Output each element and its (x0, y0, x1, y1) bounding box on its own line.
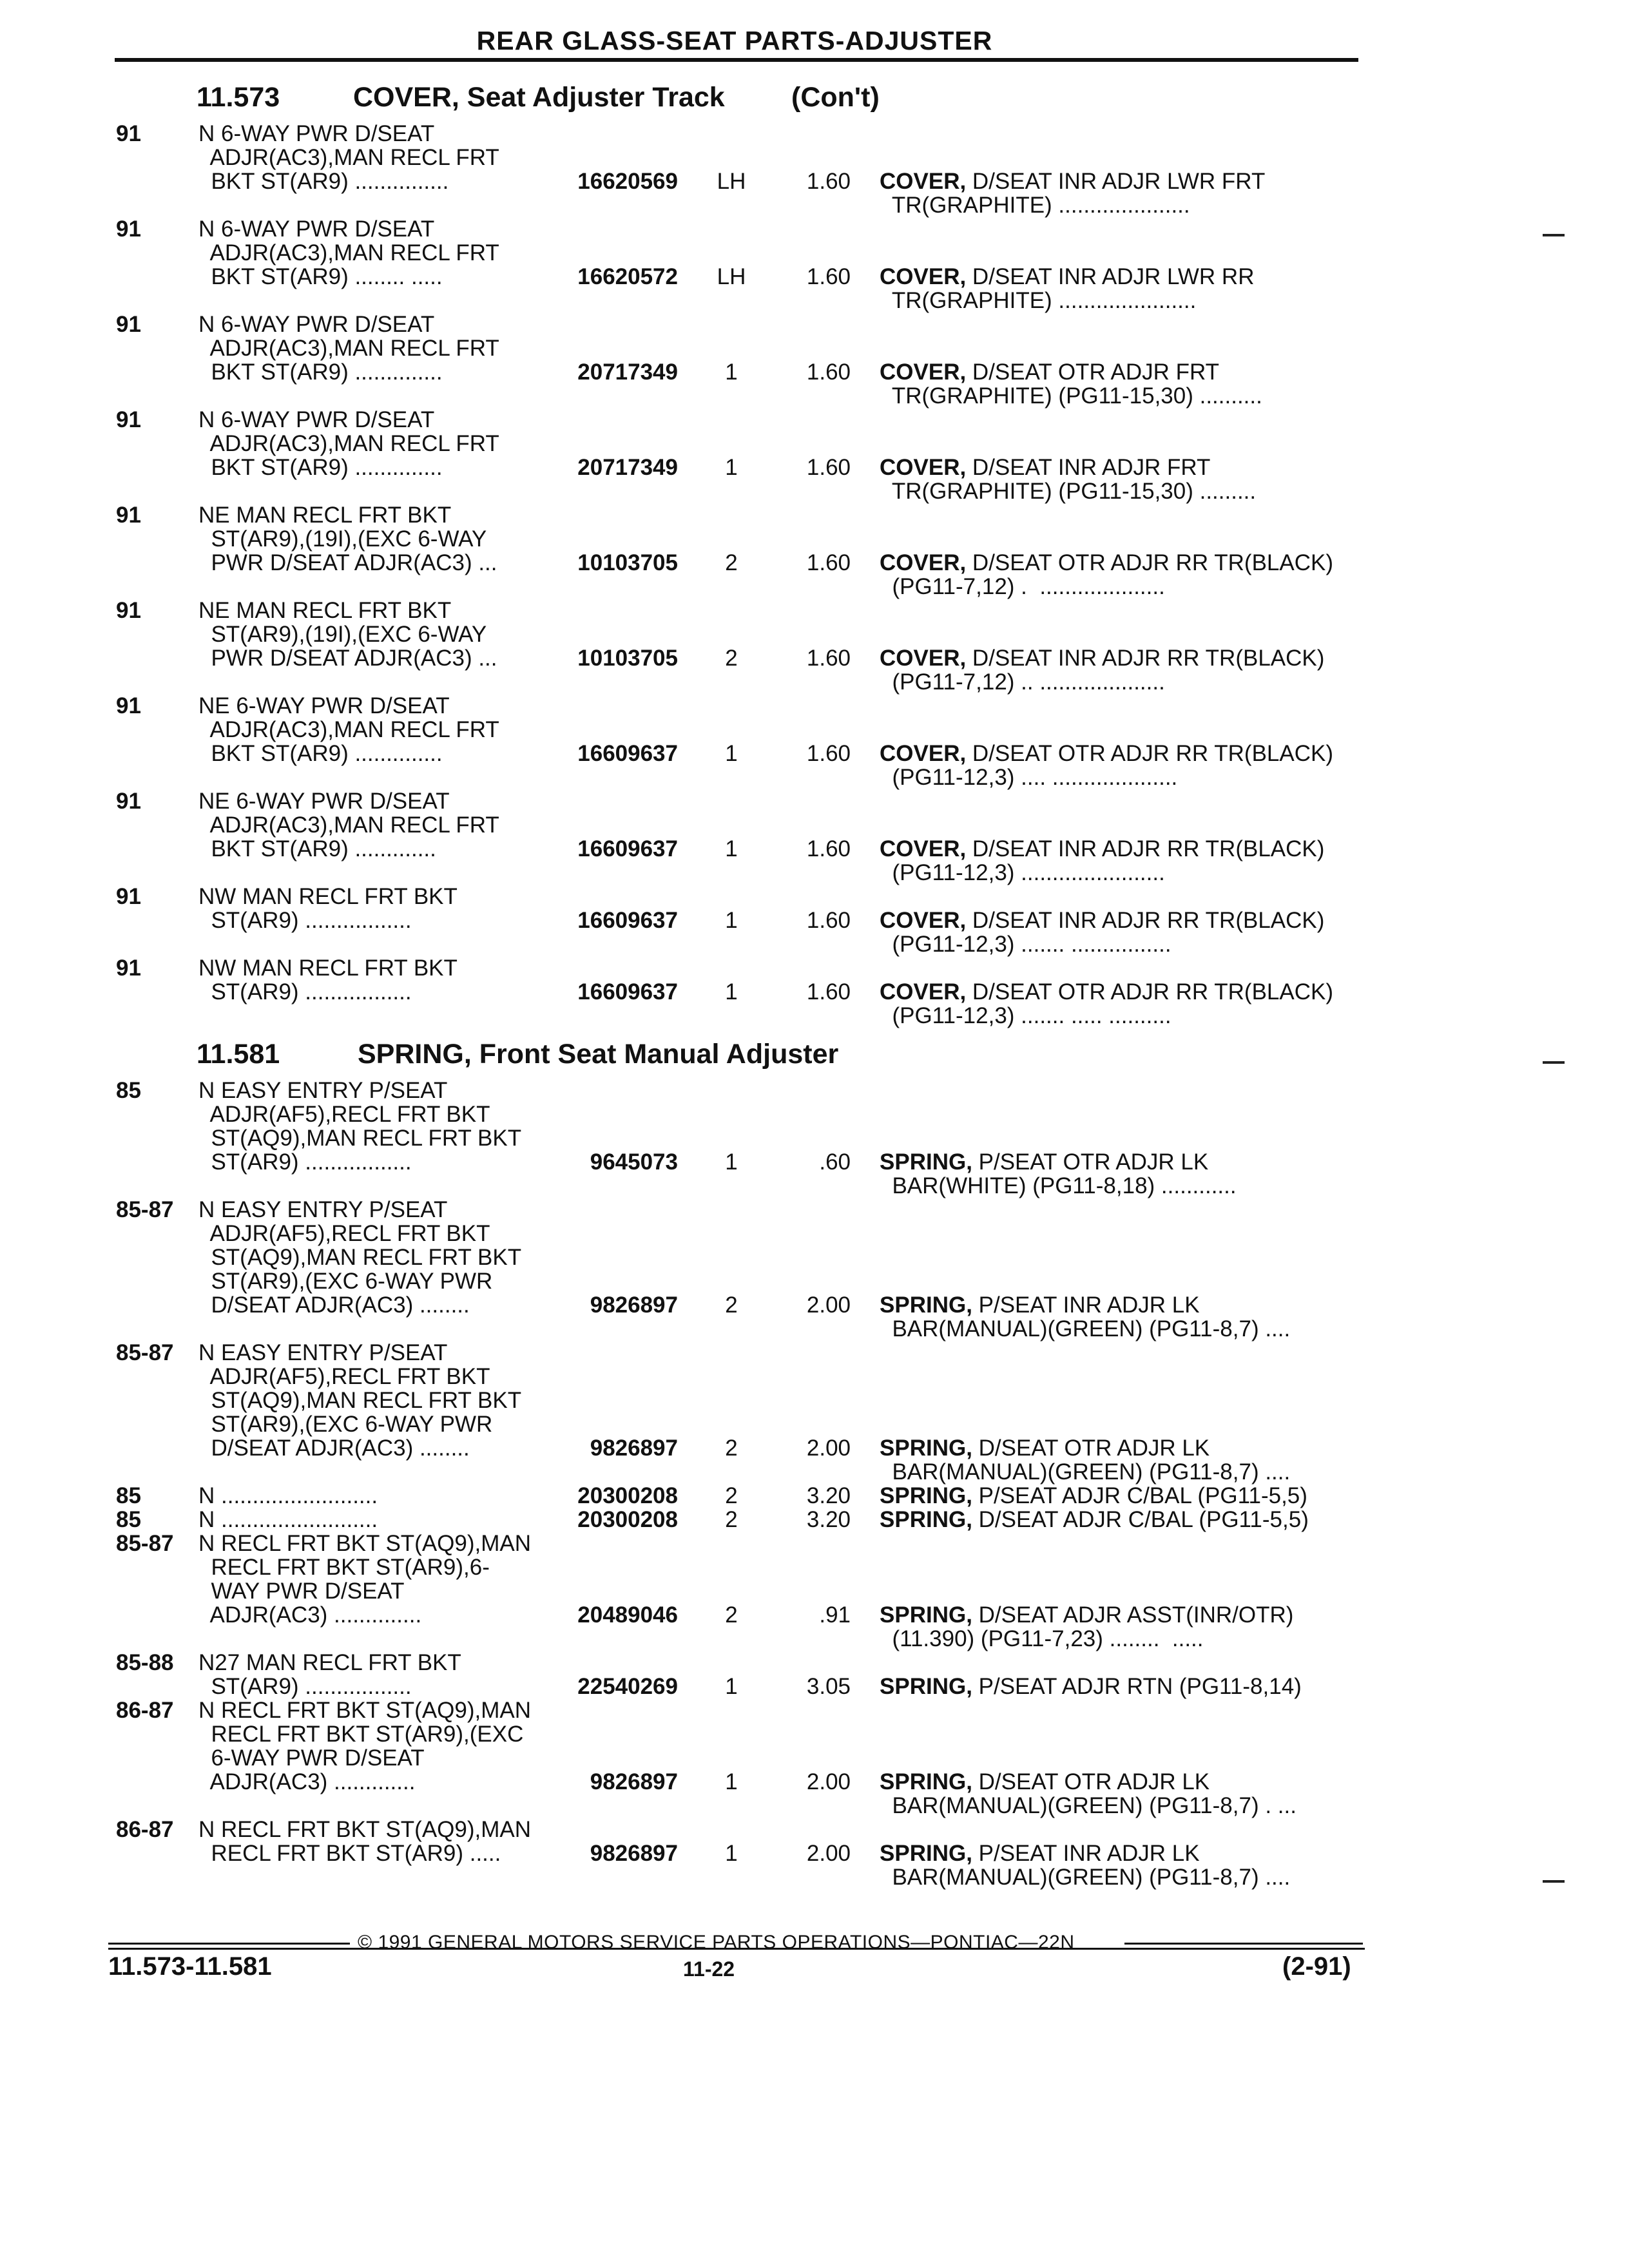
quantity: 2 (725, 1507, 738, 1532)
part-number: 20717349 (577, 455, 678, 480)
model-year: 91 (116, 693, 141, 718)
footer-copyright: © 1991 GENERAL MOTORS SERVICE PARTS OPERATIONS—PONTIAC—22N (358, 1932, 1075, 1953)
price: 1.60 (806, 741, 851, 766)
usage-description-line: BKT ST(AR9) ............... (198, 169, 449, 194)
model-year: 85 (116, 1078, 141, 1103)
part-name-text: D/SEAT INR ADJR LWR RR (966, 264, 1255, 289)
usage-description-line: ST(AR9),(EXC 6-WAY PWR (198, 1269, 493, 1294)
usage-description-line: BKT ST(AR9) .............. (198, 455, 443, 480)
price: 1.60 (806, 646, 851, 671)
usage-description-line: N RECL FRT BKT ST(AQ9),MAN (198, 1817, 532, 1842)
usage-description-line: ST(AR9),(19I),(EXC 6-WAY (198, 526, 487, 552)
usage-description-line: NE MAN RECL FRT BKT (198, 598, 452, 623)
usage-description-line: N EASY ENTRY P/SEAT (198, 1078, 448, 1103)
part-name-text: D/SEAT INR ADJR RR TR(BLACK) (966, 836, 1325, 861)
part-name-text: TR(GRAPHITE) ..................... (880, 193, 1190, 218)
quantity: LH (717, 169, 746, 194)
part-name-line (880, 1627, 1204, 1651)
usage-description-line: NE MAN RECL FRT BKT (198, 503, 452, 528)
footer-page-number: 11-22 (683, 1957, 735, 1981)
part-name-keyword: COVER, (880, 455, 967, 480)
part-name-line (880, 932, 1171, 956)
part-name-keyword: COVER, (880, 264, 967, 289)
part-number: 10103705 (577, 646, 678, 671)
part-number: 20489046 (577, 1602, 678, 1628)
part-name-text: D/SEAT INR ADJR LWR FRT (966, 169, 1266, 194)
section-11-573 (0, 79, 1629, 1028)
section-title: COVER, Seat Adjuster Track (353, 82, 725, 113)
part-name-text: (PG11-12,3) ....................... (880, 860, 1165, 885)
usage-description-line: ADJR(AC3) .............. (198, 1602, 422, 1628)
part-name-text: BAR(MANUAL)(GREEN) (PG11-8,7) .... (880, 1316, 1291, 1341)
usage-description-line: PWR D/SEAT ADJR(AC3) ... (198, 646, 497, 671)
part-name-line (880, 1770, 1210, 1794)
price: 2.00 (806, 1769, 851, 1794)
section-continued: (Con't) (791, 82, 880, 113)
part-name-keyword: COVER, (880, 741, 967, 766)
usage-description-line: N RECL FRT BKT ST(AQ9),MAN (198, 1531, 532, 1556)
part-name-line (880, 456, 1210, 479)
part-name-text: D/SEAT OTR ADJR RR TR(BLACK) (966, 550, 1334, 575)
quantity: 1 (725, 1769, 738, 1794)
section-number: 11.581 (197, 1039, 280, 1070)
part-name-keyword: COVER, (880, 979, 967, 1004)
part-name-line (880, 837, 1324, 861)
price: 1.60 (806, 455, 851, 480)
part-number: 9826897 (590, 1436, 678, 1461)
part-name-line (880, 551, 1333, 575)
usage-description-line: ADJR(AC3),MAN RECL FRT (198, 145, 499, 170)
quantity: 1 (725, 1841, 738, 1866)
model-year: 91 (116, 598, 141, 623)
price: 1.60 (806, 169, 851, 194)
part-name-line (880, 1508, 1309, 1532)
quantity: 2 (725, 1436, 738, 1461)
model-year: 85-87 (116, 1531, 174, 1556)
edge-mark (1543, 1880, 1565, 1883)
part-name-line (880, 1317, 1290, 1341)
price: 2.00 (806, 1436, 851, 1461)
part-name-line (880, 742, 1333, 765)
usage-description-line: ST(AR9),(19I),(EXC 6-WAY (198, 622, 487, 647)
usage-description-line: ADJR(AC3),MAN RECL FRT (198, 812, 499, 838)
part-name-keyword: SPRING, (880, 1841, 972, 1866)
parts-list-entry (0, 1484, 1629, 1508)
part-name-line (880, 1794, 1296, 1818)
part-number: 9645073 (590, 1149, 678, 1175)
price: 2.00 (806, 1841, 851, 1866)
part-name-text: D/SEAT OTR ADJR FRT (966, 360, 1220, 385)
usage-description-line: NW MAN RECL FRT BKT (198, 956, 458, 981)
price: 3.20 (806, 1483, 851, 1508)
part-name-text: P/SEAT OTR ADJR LK (972, 1149, 1209, 1175)
footer-range: 11.573-11.581 (108, 1952, 272, 1981)
part-name-text: D/SEAT OTR ADJR RR TR(BLACK) (966, 741, 1334, 766)
part-number: 16609637 (577, 979, 678, 1004)
model-year: 85 (116, 1483, 141, 1508)
part-number: 10103705 (577, 550, 678, 575)
section-heading (0, 79, 1629, 122)
model-year: 85-88 (116, 1650, 174, 1675)
parts-list-entry (0, 885, 1629, 956)
price: 1.60 (806, 979, 851, 1004)
part-name-keyword: COVER, (880, 360, 967, 385)
usage-description-line: N RECL FRT BKT ST(AQ9),MAN (198, 1698, 532, 1723)
part-name-keyword: SPRING, (880, 1149, 972, 1175)
footer-date: (2-91) (1282, 1952, 1351, 1981)
usage-description-line: N ......................... (198, 1483, 378, 1508)
parts-list-entry (0, 122, 1629, 217)
price: 3.20 (806, 1507, 851, 1532)
model-year: 85 (116, 1507, 141, 1532)
usage-description-line: RECL FRT BKT ST(AR9) ..... (198, 1841, 501, 1866)
parts-list-entry (0, 408, 1629, 503)
quantity: 2 (725, 1483, 738, 1508)
model-year: 91 (116, 312, 141, 337)
price: 3.05 (806, 1674, 851, 1699)
part-name-line (880, 646, 1324, 670)
usage-description-line: N 6-WAY PWR D/SEAT (198, 312, 435, 337)
part-name-text: D/SEAT OTR ADJR RR TR(BLACK) (966, 979, 1334, 1004)
usage-description-line: ST(AR9) ................. (198, 1674, 412, 1699)
usage-description-line: ADJR(AF5),RECL FRT BKT (198, 1364, 490, 1389)
part-number: 16620569 (577, 169, 678, 194)
part-name-text: (PG11-12,3) ....... ................ (880, 932, 1171, 957)
part-name-line (880, 1865, 1290, 1889)
usage-description-line: ST(AR9) ................. (198, 1149, 412, 1175)
usage-description-line: ADJR(AC3),MAN RECL FRT (198, 717, 499, 742)
quantity: 1 (725, 1674, 738, 1699)
usage-description-line: NE 6-WAY PWR D/SEAT (198, 789, 450, 814)
part-name-text: (PG11-12,3) ....... ..... .......... (880, 1003, 1171, 1028)
model-year: 91 (116, 407, 141, 432)
quantity: LH (717, 264, 746, 289)
usage-description-line: ST(AR9),(EXC 6-WAY PWR (198, 1412, 493, 1437)
part-name-line (880, 908, 1324, 932)
part-number: 16609637 (577, 741, 678, 766)
part-name-line (880, 193, 1190, 217)
model-year: 91 (116, 956, 141, 981)
part-name-line (880, 670, 1165, 694)
part-name-text: (PG11-7,12) . .................... (880, 574, 1165, 599)
quantity: 1 (725, 741, 738, 766)
price: .60 (819, 1149, 851, 1175)
part-name-text: D/SEAT INR ADJR FRT (966, 455, 1211, 480)
part-name-line (880, 765, 1177, 789)
part-name-keyword: SPRING, (880, 1769, 972, 1794)
part-name-keyword: SPRING, (880, 1436, 972, 1461)
price: 1.60 (806, 264, 851, 289)
footer-rule-left (108, 1943, 350, 1945)
model-year: 91 (116, 884, 141, 909)
part-name-keyword: SPRING, (880, 1507, 972, 1532)
part-name-text: D/SEAT ADJR C/BAL (PG11-5,5) (972, 1507, 1309, 1532)
part-name-keyword: SPRING, (880, 1674, 972, 1699)
part-name-text: BAR(MANUAL)(GREEN) (PG11-8,7) . ... (880, 1793, 1296, 1818)
usage-description-line: ST(AQ9),MAN RECL FRT BKT (198, 1126, 522, 1151)
part-name-keyword: COVER, (880, 836, 967, 861)
quantity: 1 (725, 455, 738, 480)
price: .91 (819, 1602, 851, 1628)
part-name-line (880, 1603, 1293, 1627)
usage-description-line: ADJR(AC3),MAN RECL FRT (198, 336, 499, 361)
part-number: 22540269 (577, 1674, 678, 1699)
part-name-line (880, 479, 1256, 503)
part-name-line (880, 1436, 1210, 1460)
part-name-line (880, 265, 1254, 289)
part-name-line (880, 1675, 1302, 1698)
part-name-text: D/SEAT INR ADJR RR TR(BLACK) (966, 908, 1325, 933)
usage-description-line: ST(AR9) ................. (198, 908, 412, 933)
part-name-text: (PG11-12,3) .... .................... (880, 765, 1178, 790)
parts-list-entry (0, 599, 1629, 694)
quantity: 2 (725, 646, 738, 671)
part-name-text: P/SEAT ADJR C/BAL (PG11-5,5) (972, 1483, 1307, 1508)
usage-description-line: ADJR(AF5),RECL FRT BKT (198, 1102, 490, 1127)
header-rule (115, 58, 1358, 62)
model-year: 91 (116, 216, 141, 242)
part-name-keyword: COVER, (880, 908, 967, 933)
usage-description-line: N 6-WAY PWR D/SEAT (198, 121, 435, 146)
part-name-line (880, 861, 1165, 885)
part-name-text: (11.390) (PG11-7,23) ........ ..... (880, 1626, 1204, 1651)
part-name-line (880, 1004, 1171, 1028)
model-year: 91 (116, 121, 141, 146)
usage-description-line: RECL FRT BKT ST(AR9),(EXC (198, 1722, 524, 1747)
part-name-line (880, 169, 1265, 193)
part-number: 16609637 (577, 836, 678, 861)
usage-description-line: NW MAN RECL FRT BKT (198, 884, 458, 909)
section-title: SPRING, Front Seat Manual Adjuster (358, 1039, 839, 1070)
usage-description-line: ST(AQ9),MAN RECL FRT BKT (198, 1245, 522, 1270)
part-number: 9826897 (590, 1769, 678, 1794)
footer-rule-right (1124, 1943, 1363, 1945)
page-title: REAR GLASS-SEAT PARTS-ADJUSTER (476, 26, 993, 55)
part-number: 9826897 (590, 1841, 678, 1866)
part-name-text: TR(GRAPHITE) (PG11-15,30) ......... (880, 479, 1257, 504)
part-name-text: P/SEAT INR ADJR LK (972, 1841, 1200, 1866)
usage-description-line: N 6-WAY PWR D/SEAT (198, 407, 435, 432)
usage-description-line: BKT ST(AR9) .............. (198, 360, 443, 385)
parts-list-entry (0, 503, 1629, 599)
part-name-text: BAR(MANUAL)(GREEN) (PG11-8,7) .... (880, 1459, 1291, 1485)
quantity: 2 (725, 1293, 738, 1318)
parts-list-entry (0, 312, 1629, 408)
price: 1.60 (806, 836, 851, 861)
part-number: 9826897 (590, 1293, 678, 1318)
usage-description-line: N 6-WAY PWR D/SEAT (198, 216, 435, 242)
part-number: 20300208 (577, 1483, 678, 1508)
quantity: 2 (725, 1602, 738, 1628)
model-year: 85-87 (116, 1340, 174, 1365)
quantity: 1 (725, 979, 738, 1004)
price: 1.60 (806, 360, 851, 385)
usage-description-line: WAY PWR D/SEAT (198, 1579, 405, 1604)
model-year: 86-87 (116, 1698, 174, 1723)
part-name-line (880, 980, 1333, 1004)
part-name-line (880, 289, 1196, 312)
usage-description-line: BKT ST(AR9) ........ ..... (198, 264, 443, 289)
price: 1.60 (806, 908, 851, 933)
part-name-keyword: SPRING, (880, 1483, 972, 1508)
part-name-text: D/SEAT INR ADJR RR TR(BLACK) (966, 646, 1325, 671)
part-name-text: (PG11-7,12) .. .................... (880, 669, 1165, 695)
parts-list-entry (0, 694, 1629, 789)
parts-list-entry (0, 217, 1629, 312)
part-name-keyword: COVER, (880, 550, 967, 575)
parts-list-entry (0, 1079, 1629, 1198)
part-name-text: D/SEAT OTR ADJR LK (972, 1769, 1210, 1794)
usage-description-line: ADJR(AC3),MAN RECL FRT (198, 240, 499, 265)
part-name-text: TR(GRAPHITE) (PG11-15,30) .......... (880, 383, 1262, 408)
part-name-line (880, 575, 1165, 599)
part-number: 20717349 (577, 360, 678, 385)
parts-list-entry (0, 789, 1629, 885)
part-name-line (880, 1293, 1200, 1317)
part-name-text: D/SEAT OTR ADJR LK (972, 1436, 1210, 1461)
usage-description-line: BKT ST(AR9) ............. (198, 836, 436, 861)
part-name-text: P/SEAT ADJR RTN (PG11-8,14) (972, 1674, 1302, 1699)
usage-description-line: PWR D/SEAT ADJR(AC3) ... (198, 550, 497, 575)
parts-list-entry (0, 1532, 1629, 1651)
usage-description-line: N EASY ENTRY P/SEAT (198, 1340, 448, 1365)
part-name-text: D/SEAT ADJR ASST(INR/OTR) (972, 1602, 1294, 1628)
usage-description-line: RECL FRT BKT ST(AR9),6- (198, 1555, 490, 1580)
section-number: 11.573 (197, 82, 280, 113)
price: 1.60 (806, 550, 851, 575)
part-name-line (880, 1460, 1290, 1484)
part-name-keyword: SPRING, (880, 1602, 972, 1628)
section-11-581 (0, 1036, 1629, 1890)
usage-description-line: N EASY ENTRY P/SEAT (198, 1197, 448, 1222)
model-year: 85-87 (116, 1197, 174, 1222)
usage-description-line: 6-WAY PWR D/SEAT (198, 1745, 425, 1771)
part-name-text: BAR(MANUAL)(GREEN) (PG11-8,7) .... (880, 1865, 1291, 1890)
part-name-keyword: SPRING, (880, 1293, 972, 1318)
edge-mark (1543, 1061, 1565, 1064)
usage-description-line: BKT ST(AR9) .............. (198, 741, 443, 766)
parts-list-entry (0, 1818, 1629, 1889)
parts-list-entry (0, 1651, 1629, 1698)
quantity: 1 (725, 360, 738, 385)
usage-description-line: N27 MAN RECL FRT BKT (198, 1650, 461, 1675)
parts-list-entry (0, 1341, 1629, 1484)
price: 2.00 (806, 1293, 851, 1318)
usage-description-line: ST(AQ9),MAN RECL FRT BKT (198, 1388, 522, 1413)
part-name-text: BAR(WHITE) (PG11-8,18) ............ (880, 1173, 1237, 1198)
edge-mark (1543, 234, 1565, 236)
part-number: 16609637 (577, 908, 678, 933)
part-name-line (880, 360, 1219, 384)
model-year: 91 (116, 789, 141, 814)
part-name-text: P/SEAT INR ADJR LK (972, 1293, 1200, 1318)
parts-list-entry (0, 1698, 1629, 1818)
usage-description-line: D/SEAT ADJR(AC3) ........ (198, 1436, 470, 1461)
usage-description-line: NE 6-WAY PWR D/SEAT (198, 693, 450, 718)
usage-description-line: ST(AR9) ................. (198, 979, 412, 1004)
part-name-line (880, 1841, 1200, 1865)
usage-description-line: N ......................... (198, 1507, 378, 1532)
part-name-line (880, 384, 1262, 408)
model-year: 86-87 (116, 1817, 174, 1842)
parts-list-entry (0, 1198, 1629, 1341)
parts-list-entry (0, 1508, 1629, 1532)
quantity: 1 (725, 836, 738, 861)
part-number: 16620572 (577, 264, 678, 289)
part-number: 20300208 (577, 1507, 678, 1532)
part-name-line (880, 1150, 1208, 1174)
quantity: 2 (725, 550, 738, 575)
section-heading (0, 1036, 1629, 1079)
quantity: 1 (725, 1149, 738, 1175)
part-name-line (880, 1174, 1237, 1198)
parts-list-entry (0, 956, 1629, 1028)
model-year: 91 (116, 503, 141, 528)
quantity: 1 (725, 908, 738, 933)
part-name-keyword: COVER, (880, 169, 967, 194)
usage-description-line: ADJR(AC3),MAN RECL FRT (198, 431, 499, 456)
usage-description-line: ADJR(AF5),RECL FRT BKT (198, 1221, 490, 1246)
part-name-text: TR(GRAPHITE) ...................... (880, 288, 1197, 313)
part-name-keyword: COVER, (880, 646, 967, 671)
part-name-line (880, 1484, 1307, 1508)
usage-description-line: ADJR(AC3) ............. (198, 1769, 416, 1794)
usage-description-line: D/SEAT ADJR(AC3) ........ (198, 1293, 470, 1318)
